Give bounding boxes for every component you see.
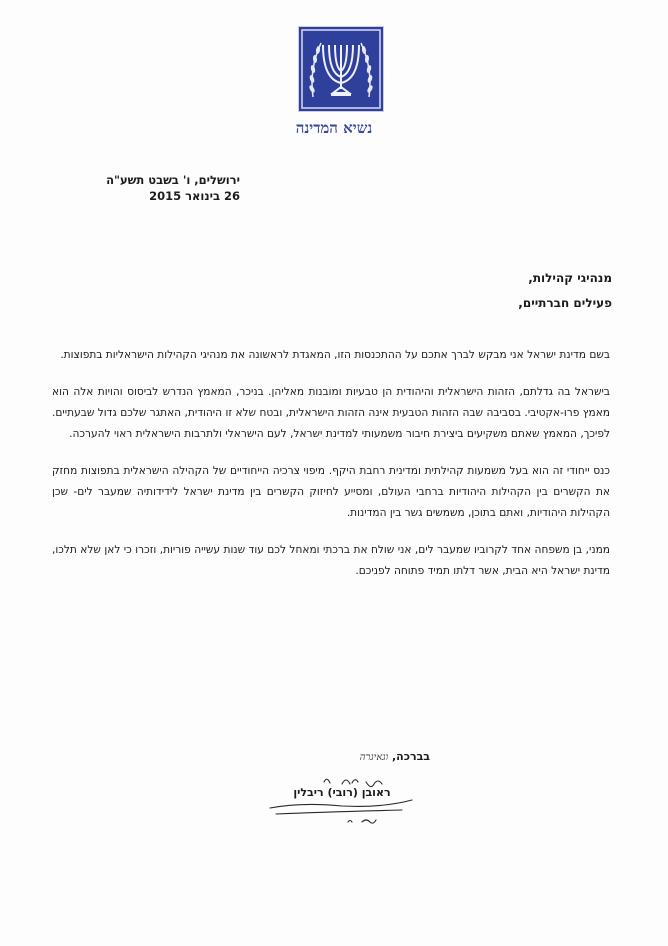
paragraph: כנס ייחודי זה הוא בעל משמעות קהילתית ומדינית רחבת היקף. מיפוי צרכיה הייחודיים של הקהילה הישראלית בתפוצות מחזק את הקשרים בין הקהילות היהודיות ברחבי העולם, ומסייע לחיזוק הקשרים בין מדינת ישראל לידידותיה שמעבר לים- שכן הקהילות היהודיות, ואתם בתוכן, משמשים גשר בין המדינות.	[52, 465, 610, 519]
date-block	[40, 172, 240, 204]
closing-handwritten: וגאיגרה	[359, 752, 389, 763]
gregorian-date: 26 בינואר 2015	[149, 189, 240, 203]
closing	[250, 750, 430, 763]
greeting-line-1: מנהיגי קהילות,	[528, 271, 612, 285]
paragraph: בישראל בה גדלתם, הזהות הישראלית והיהודית הן טבעיות ומובנות מאליהן. בניכר, המאמץ הנדרש לביסוס והויות אלה הוא מאמץ פרו-אקטיבי. בסביבה שבה הזהות הטבעית אינה הזהות הישראלית, ובטח שלא זו היהודית, האתגר שלכם גדול שבעתיים. לפיכך, המאמץ שאתם משקיעים ביצירת חיבור משמעותי למדינת ישראל, לעם הישראלי ולתרבות הישראלית ראוי להערכה.	[52, 386, 610, 440]
signer-name: ראובן (רובי) ריבלין	[293, 786, 391, 799]
greeting	[312, 266, 612, 316]
paragraph: ממני, בן משפחה אחד לקרוביו שמעבר לים, אני שולח את ברכתי ומאחל לכם עוד שנות עשייה פוריות, וזכרו כי לאן שלא תלכו, מדינת ישראל היא הבית, אשר דלתו תמיד פתוחה לפניכם.	[52, 544, 610, 577]
page-title: נשיא המדינה	[295, 119, 373, 137]
greeting-line-2: פעילים חברתיים,	[518, 296, 612, 310]
hebrew-date: ירושלים, ו' בשבט תשע"ה	[106, 173, 240, 187]
letter-body	[52, 345, 610, 598]
closing-blessing: בברכה,	[391, 750, 430, 763]
menorah-emblem-icon	[298, 26, 384, 112]
paragraph: בשם מדינת ישראל אני מבקש לברך אתכם על ההתכנסות הזו, המאגדת לראשונה את מנהיגי הקהילות הישראליות בתפוצות.	[60, 349, 610, 361]
